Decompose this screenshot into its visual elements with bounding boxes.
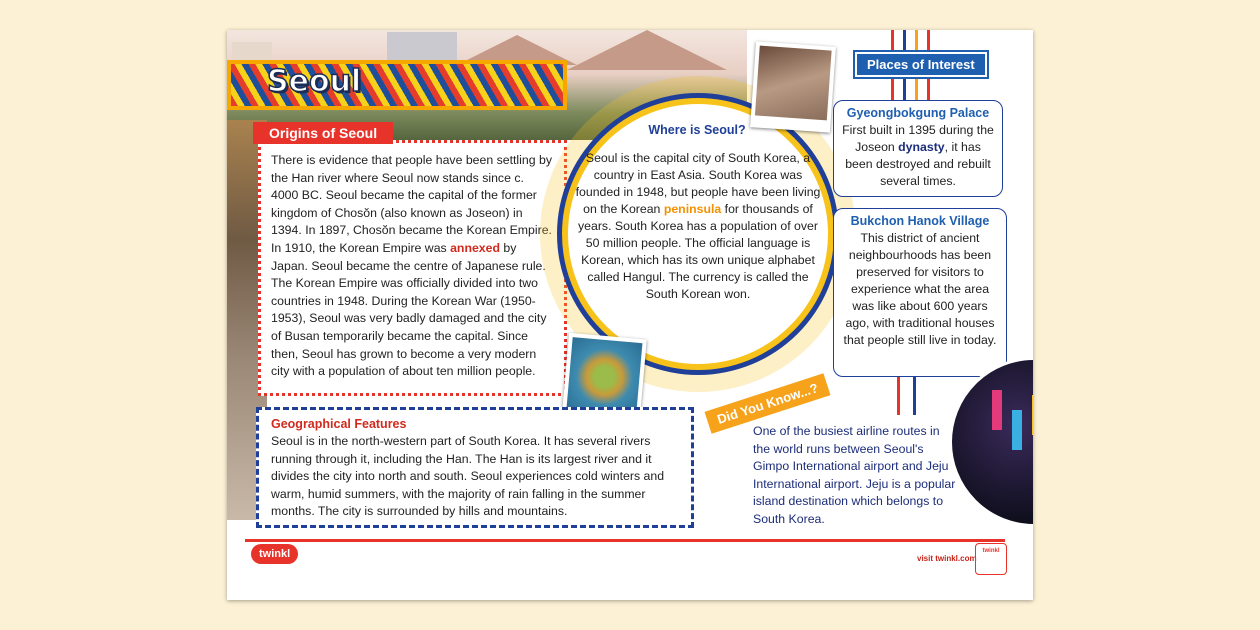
mountain-shape (567, 30, 727, 70)
geo-text: Seoul is in the north-western part of South Korea. It has several rivers running through it, including the Han. The Han is its largest river and it divides the city into north and south. Seoul experiences cold winters and warm, humid summers, with the majority of rain falling in the summer months. The city is surrounded by hills and mountains. (271, 434, 665, 519)
place-text: First built in 1395 during the Joseon (842, 123, 994, 154)
origins-heading: Origins of Seoul (253, 122, 393, 144)
did-you-know-heading: Did You Know...? (705, 373, 831, 434)
visit-link[interactable]: visit twinkl.com (917, 554, 977, 563)
decor-line (913, 375, 916, 415)
where-text-cont: for thousands of years. South Korea has a population of over 50 million people. The official language is Korean, which has its own unique alphabet called Hangul. The currency is called the South Korean won. (578, 202, 818, 301)
geo-heading: Geographical Features (271, 417, 407, 431)
place-title: Gyeongbokgung Palace (846, 106, 990, 120)
origins-text-cont: by Japan. Seoul became the centre of Japanese rule. The Korean Empire was officially divided into two countries in 1948. During the Korean War (1950-1953), Seoul was very badly damaged and the city of Busan temporarily became the capital. Since then, Seoul has grown to become a very modern city with a population of about ten million people. (271, 240, 547, 379)
where-text (572, 150, 824, 303)
neon-sign (1032, 395, 1033, 435)
keyword-annexed: annexed (450, 240, 500, 255)
place-gyeongbokgung (833, 100, 1003, 197)
palace-polaroid (750, 41, 836, 132)
place-text-cont: , it has been destroyed and rebuilt several times. (845, 140, 991, 188)
where-heading: Where is Seoul? (648, 123, 746, 137)
origins-text: There is evidence that people have been settling by the Han river where Seoul now stands since c. 4000 BC. Seoul became the capital of the former kingdom of Chosŏn (also known as Joseon) in 1394. In 1897, Chosŏn became the Korean Empire. In 1910, the Korean Empire was (271, 153, 552, 255)
keyword-dynasty: dynasty (898, 140, 945, 154)
place-text: This district of ancient neighbourhoods has been preserved for visitors to experience what the area was like about 600 years ago, with traditional houses that people still live in today. (843, 231, 997, 347)
night-city-photo (949, 357, 1033, 527)
neon-sign (992, 390, 1002, 430)
origins-text-box (258, 140, 567, 396)
place-title: Bukchon Hanok Village (850, 214, 990, 228)
footer-divider (245, 539, 1005, 542)
page-title: Seoul (267, 64, 362, 99)
twinkl-logo[interactable]: twinkl (251, 544, 298, 564)
geo-box (256, 407, 694, 528)
place-bukchon (833, 208, 1007, 377)
where-text-part: Seoul is the capital city of South Korea, a country in East Asia. South Korea was founded in 1948, but people have been living on the Korean (575, 151, 821, 216)
places-heading: Places of Interest (855, 52, 987, 77)
keyword-peninsula: peninsula (663, 202, 722, 216)
quality-badge: twinkl (975, 543, 1007, 575)
did-you-know-text: One of the busiest airline routes in the world runs between Seoul's Gimpo International airport and Jeju International airport. Jeju is a popular island destination which belongs to South Korea. (753, 424, 956, 526)
fact-sheet (227, 30, 1033, 600)
decor-line (897, 375, 900, 415)
neon-sign (1012, 410, 1022, 450)
